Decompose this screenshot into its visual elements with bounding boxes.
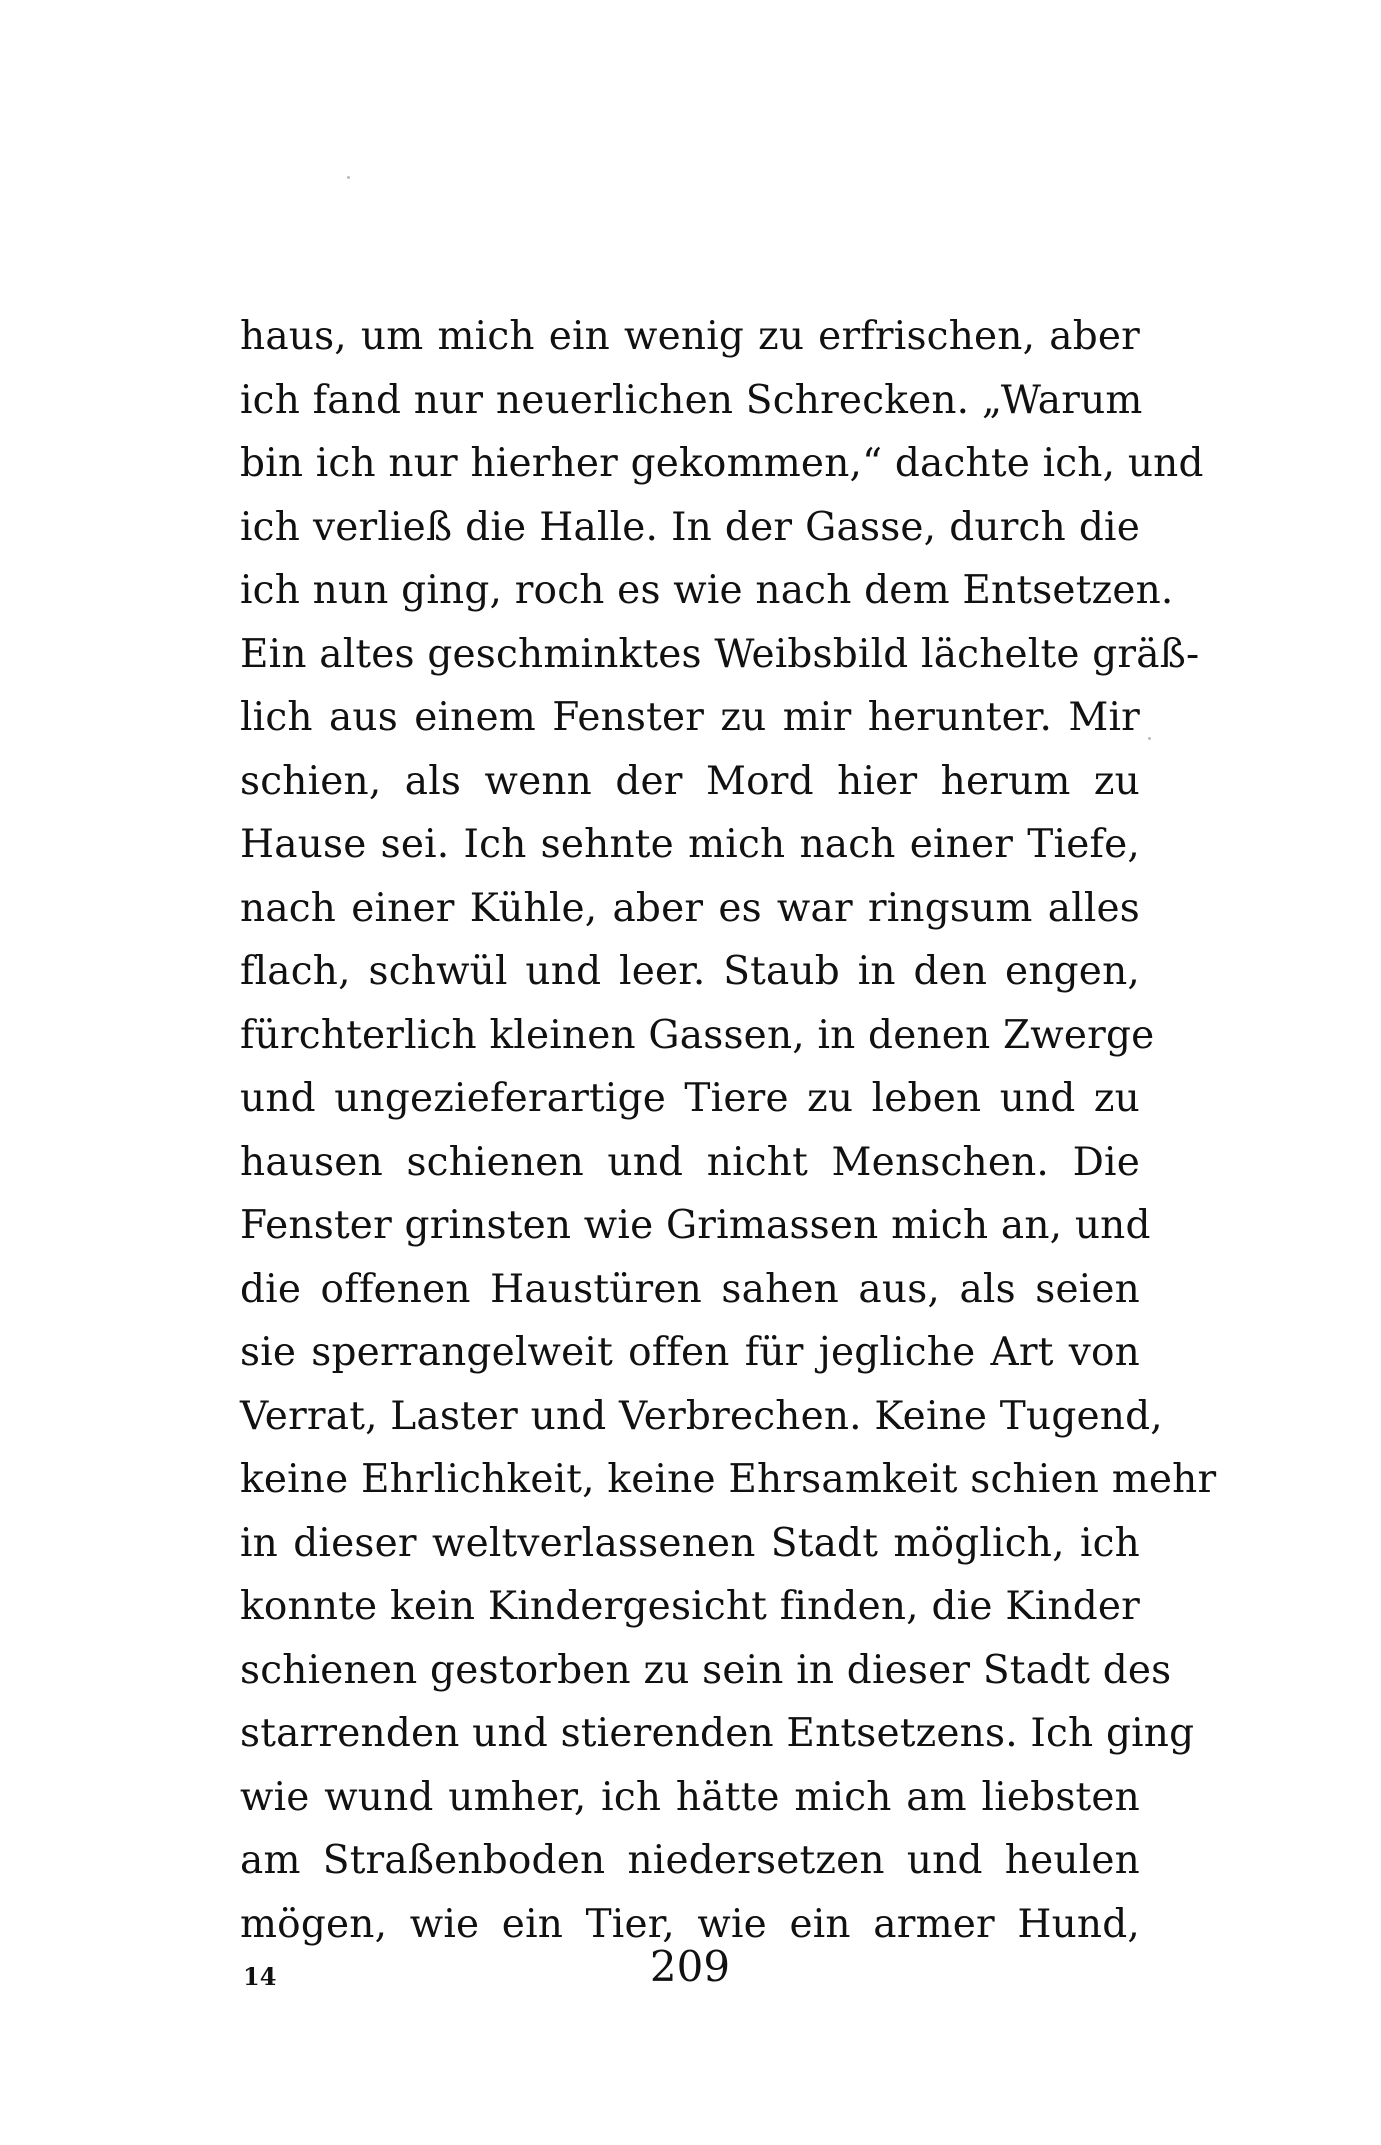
text-line: die offenen Haustüren sahen aus, als seien [240,1266,1140,1312]
signature-mark: 14 [243,1962,277,1991]
text-line: keine Ehrlichkeit, keine Ehrsamkeit schien mehr [240,1457,1217,1502]
paper-speck [347,176,350,179]
text-line: nach einer Kühle, aber es war ringsum alles [240,885,1140,931]
text-line: Fenster grinsten wie Grimassen mich an, und [240,1203,1151,1248]
text-line: starrenden und stierenden Entsetzens. Ich ging [240,1711,1195,1756]
text-line: Hause sei. Ich sehnte mich nach einer Tiefe, [240,822,1140,867]
text-line: ich fand nur neuerlichen Schrecken. „Warum [240,377,1143,423]
text-line: wie wund umher, ich hätte mich am liebsten [240,1774,1140,1820]
text-line: bin ich nur hierher gekommen,“ dachte ich, und [240,441,1204,486]
paper-speck [1148,737,1151,740]
text-line: haus, um mich ein wenig zu erfrischen, aber [240,314,1140,359]
text-line: Ein altes geschminktes Weibsbild lächelte gräß- [240,631,1200,677]
text-line: in dieser weltverlassenen Stadt möglich, ich [240,1520,1140,1566]
text-line: schien, als wenn der Mord hier herum zu [240,758,1140,804]
body-text [240,305,1217,1956]
text-line: lich aus einem Fenster zu mir herunter. Mir [240,695,1140,740]
text-line: am Straßenboden niedersetzen und heulen [240,1838,1140,1883]
text-line: schienen gestorben zu sein in dieser Stadt des [240,1647,1172,1693]
text-line: ich verließ die Halle. In der Gasse, durch die [240,504,1140,550]
text-line: hausen schienen und nicht Menschen. Die [240,1139,1140,1185]
page-number: 209 [649,1942,731,1991]
text-line: mögen, wie ein Tier, wie ein armer Hund, [240,1901,1140,1947]
text-line: Verrat, Laster und Verbrechen. Keine Tugend, [240,1393,1163,1439]
text-line: sie sperrangelweit offen für jegliche Art von [240,1330,1140,1375]
text-line: und ungezieferartige Tiere zu leben und zu [240,1076,1140,1121]
text-line: fürchterlich kleinen Gassen, in denen Zwerge [240,1012,1155,1058]
text-line: konnte kein Kindergesicht finden, die Kinder [240,1584,1140,1629]
text-line: ich nun ging, roch es wie nach dem Entsetzen. [240,568,1174,613]
text-line: flach, schwül und leer. Staub in den engen, [240,949,1140,994]
